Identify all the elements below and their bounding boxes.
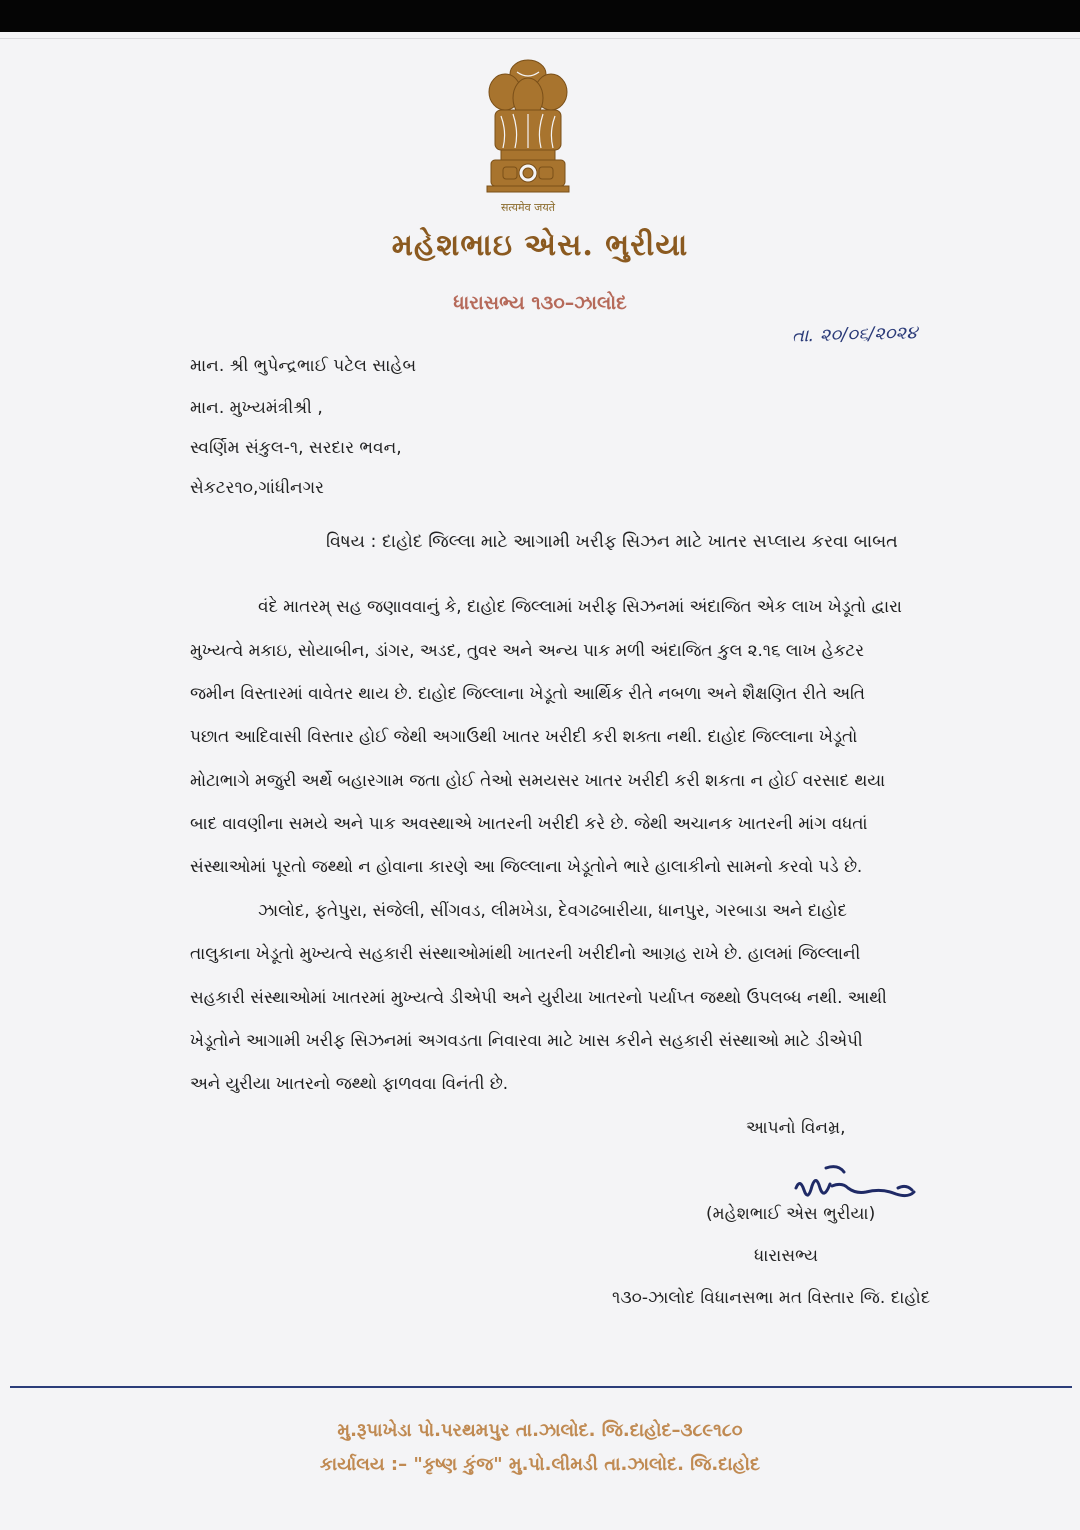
letterhead-name: મહેશભાઇ એસ. ભુરીયા xyxy=(391,228,689,263)
body-line: અને યુરીયા ખાતરનો જથ્થો ફાળવવા વિનંતી છે. xyxy=(190,1073,509,1093)
body-line: બાદ વાવણીના સમયે અને પાક અવસ્થાએ ખાતરની ખરીદી કરે છે. જેથી અચાનક ખાતરની માંગ વધતાં xyxy=(190,813,868,833)
recipient-designation: માન. મુખ્યમંત્રીશ્રી , xyxy=(190,398,323,418)
recipient-city: સેકટર૧૦,ગાંધીનગર xyxy=(190,478,324,498)
letter-subject: વિષય : દાહોદ જિલ્લા માટે આગામી ખરીફ સિઝન માટે ખાતર સપ્લાય કરવા બાબત xyxy=(326,532,898,552)
body-line: વંદે માતરમ્ સહ જણાવવાનું કે, દાહોદ જિલ્લામાં ખરીફ સિઝનમાં અંદાજિત એક લાખ ખેડૂતો દ્વારા xyxy=(258,596,902,616)
signatory-constituency: ૧૩૦-ઝાલોદ વિધાનસભા મત વિસ્તાર જિ. દાહોદ xyxy=(612,1288,931,1308)
body-line: તાલુકાના ખેડૂતો મુખ્યત્વે સહકારી સંસ્થાઓમાંથી ખાતરની ખરીદીનો આગ્રહ રાખે છે. હાલમાં જિલ્લાની xyxy=(190,943,861,963)
body-line: મોટાભાગે મજુરી અર્થે બહારગામ જતા હોઈ તેઓ સમયસર ખાતર ખરીદી કરી શકતા ન હોઈ વરસાદ થયા xyxy=(190,770,886,790)
ashoka-emblem-icon xyxy=(473,52,583,212)
body-line: સહકારી સંસ્થાઓમાં ખાતરમાં મુખ્યત્વે ડીએપી અને યુરીયા ખાતરનો પર્યાપ્ત જથ્થો ઉપલબ્ધ નથી. આથી xyxy=(190,987,887,1007)
body-line: પછાત આદિવાસી વિસ્તાર હોઈ જેથી અગાઉથી ખાતર ખરીદી કરી શક્તા નથી. દાહોદ જિલ્લાના ખેડૂતો xyxy=(190,726,858,746)
footer-office: કાર્યાલય :– "કૃષ્ણ કુંજ" મુ.પો.લીમડી તા.ઝાલોદ. જિ.દાહોદ xyxy=(319,1454,761,1475)
body-line: સંસ્થાઓમાં પૂરતો જથ્થો ન હોવાના કારણે આ જિલ્લાના ખેડૂતોને ભારે હાલાકીનો સામનો કરવો પડે છે. xyxy=(190,856,863,876)
body-line: ઝાલોદ, ફતેપુરા, સંજેલી, સીંગવડ, લીમખેડા, દેવગઢબારીયા, ધાનપુર, ગરબાડા અને દાહોદ xyxy=(258,900,847,920)
body-line: ખેડૂતોને આગામી ખરીફ સિઝનમાં અગવડતા નિવારવા માટે ખાસ કરીને સહકારી સંસ્થાઓ માટે ડીએપી xyxy=(190,1030,863,1050)
paper-fold-line xyxy=(0,38,1080,39)
footer-divider xyxy=(10,1386,1072,1388)
letter-page xyxy=(0,32,1080,1530)
footer-address: મુ.રૂપાખેડા પો.પરથમપુર તા.ઝાલોદ. જિ.દાહોદ–૩૮૯૧૮૦ xyxy=(337,1420,743,1441)
recipient-address-line: સ્વર્ણિમ સંકુલ-૧, સરદાર ભવન, xyxy=(190,438,402,458)
letterhead-title: ધારાસભ્ય ૧૩૦–ઝાલોદ xyxy=(453,292,627,314)
closing-salutation: આપનો વિનમ્ર, xyxy=(746,1118,846,1138)
letter-date: તા. ૨૦/૦૬/૨૦૨૪ xyxy=(791,322,918,347)
emblem-motto: सत्यमेव जयते xyxy=(500,201,555,214)
handwritten-signature xyxy=(786,1158,926,1238)
signatory-designation: ધારાસભ્ય xyxy=(754,1246,818,1266)
recipient-name: માન. શ્રી ભુપેન્દ્રભાઈ પટેલ સાહેબ xyxy=(190,356,417,376)
body-line: જમીન વિસ્તારમાં વાવેતર થાય છે. દાહોદ જિલ્લાના ખેડૂતો આર્થિક રીતે નબળા અને શૈક્ષણિત રીતે અતિ xyxy=(190,683,865,703)
body-line: મુખ્યત્વે મકાઇ, સોયાબીન, ડાંગર, અડદ, તુવર અને અન્ય પાક મળી અંદાજિત કુલ ૨.૧૬ લાખ હેકટર xyxy=(190,640,864,660)
signatory-name: (મહેશભાઈ એસ ભુરીયા) xyxy=(706,1204,876,1224)
